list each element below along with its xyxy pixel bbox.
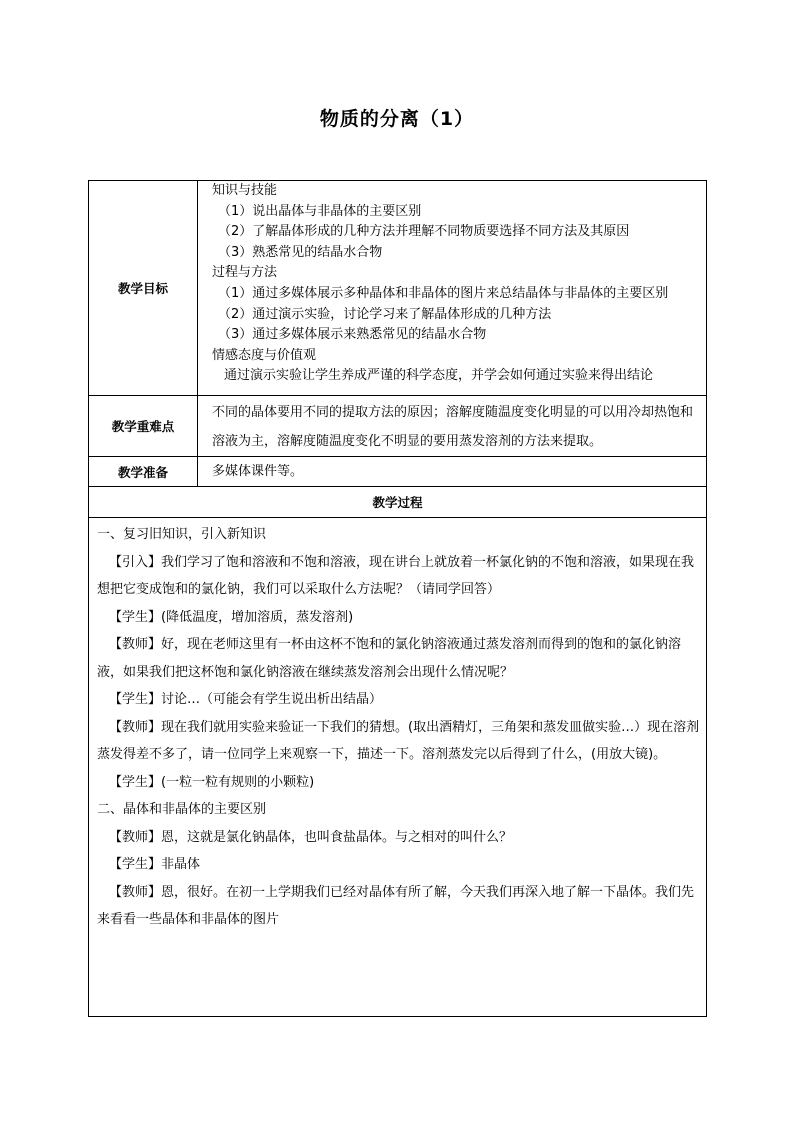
objectives-label: 教学目标 (89, 181, 198, 396)
process-paragraph: 【学生】(一粒一粒有规则的小颗粒) (109, 774, 315, 790)
key-points-row (89, 396, 707, 457)
process-item: （2）通过演示实验，讨论学习来了解晶体形成的几种方法 (218, 306, 552, 322)
knowledge-item: （2）了解晶体形成的几种方法并理解不同物质要选择不同方法及其原因 (218, 224, 630, 240)
key-points-label: 教学重难点 (89, 396, 198, 457)
process-item: （1）通过多媒体展示多种晶体和非晶体的图片来总结晶体与非晶体的主要区别 (218, 285, 669, 301)
attitude-text: 通过演示实验让学生养成严谨的科学态度，并学会如何通过实验来得出结论 (224, 368, 654, 384)
process-paragraph: 【教师】恩，这就是氯化钠晶体，也叫食盐晶体。与之相对的叫什么？ (109, 829, 513, 845)
process-paragraph: 【学生】非晶体 (109, 857, 201, 872)
process-paragraph: 【引入】我们学习了饱和溶液和不饱和溶液，现在讲台上就放着一杯氯化钠的不饱和溶液，如果现在我想把它变成饱和的氯化钠，我们可以采取什么方法呢？（请同学回答） (97, 554, 695, 597)
attitude-heading: 情感态度与价值观 (212, 347, 317, 363)
objectives-content (198, 181, 707, 396)
knowledge-item: （1）说出晶体与非晶体的主要区别 (218, 203, 422, 219)
process-paragraph: 【教师】现在我们就用实验来验证一下我们的猜想。(取出酒精灯，三角架和蒸发皿做实验…）现在溶剂蒸发得差不多了，请一位同学上来观察一下，描述一下。溶剂蒸发完以后得到了什么，(用放大镜)。 (97, 719, 700, 762)
objectives-row (89, 181, 707, 396)
section-heading: 一、复习旧知识，引入新知识 (97, 527, 267, 542)
process-header-row (89, 487, 707, 518)
preparation-content (198, 457, 707, 487)
lesson-plan-table (88, 180, 707, 1017)
preparation-label: 教学准备 (89, 457, 198, 487)
section-heading: 二、晶体和非晶体的主要区别 (97, 802, 267, 817)
process-heading: 过程与方法 (212, 265, 278, 281)
process-header: 教学过程 (89, 487, 707, 518)
process-body-row (89, 518, 707, 1017)
key-points-text: 不同的晶体要用不同的提取方法的原因；溶解度随温度变化明显的可以用冷却热饱和溶液为主，溶解度随温度变化不明显的要用蒸发溶剂的方法来提取。 (212, 405, 694, 449)
process-paragraph: 【教师】恩，很好。在初一上学期我们已经对晶体有所了解，今天我们再深入地了解一下晶体。我们先来看看一些晶体和非晶体的图片 (97, 884, 695, 927)
process-paragraph: 【学生】讨论…（可能会有学生说出析出结晶） (109, 692, 383, 707)
document-title: 物质的分离（1） (319, 108, 475, 130)
knowledge-item: （3）熟悉常见的结晶水合物 (218, 244, 383, 260)
preparation-text: 多媒体课件等。 (212, 464, 304, 479)
process-item: （3）通过多媒体展示来熟悉常见的结晶水合物 (218, 327, 487, 343)
process-paragraph: 【学生】(降低温度，增加溶质，蒸发溶剂) (109, 609, 354, 625)
process-content (89, 518, 707, 1017)
knowledge-heading: 知识与技能 (212, 183, 278, 198)
preparation-row (89, 457, 707, 487)
process-paragraph: 【教师】好，现在老师这里有一杯由这杯不饱和的氯化钠溶液通过蒸发溶剂而得到的饱和的氯化钠溶液，如果我们把这杯饱和氯化钠溶液在继续蒸发溶剂会出现什么情况呢？ (97, 637, 682, 680)
key-points-content (198, 396, 707, 457)
